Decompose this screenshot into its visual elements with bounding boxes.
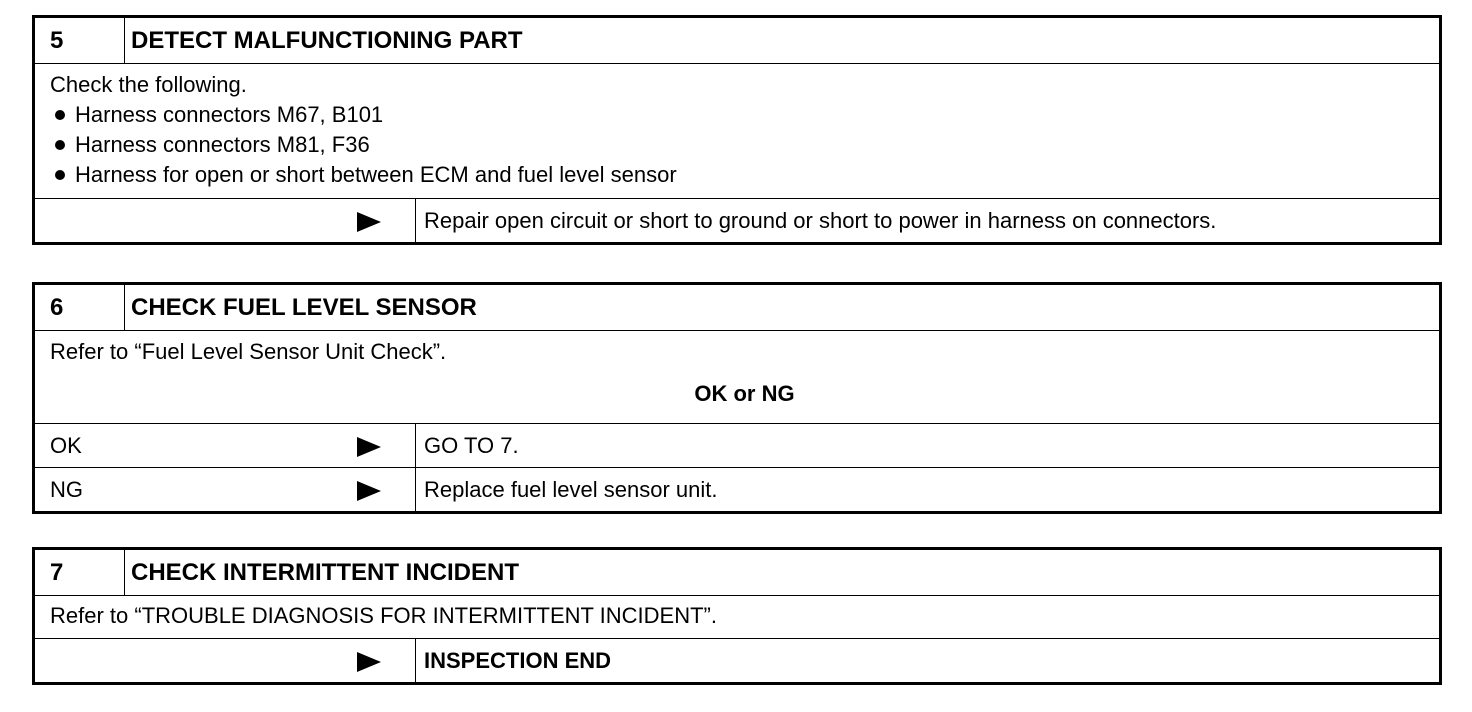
step-title: CHECK INTERMITTENT INCIDENT — [131, 559, 519, 586]
result-condition: NG — [35, 468, 416, 511]
result-action: Repair open circuit or short to ground or short to power in harness on connectors. — [424, 208, 1217, 233]
step-7-result-row — [35, 638, 1439, 682]
arrow-right-icon — [357, 212, 381, 232]
bullet-text: Harness connectors M81, F36 — [75, 132, 370, 157]
step-7-box — [32, 547, 1442, 685]
step-5-header — [35, 18, 1439, 63]
step-7-body — [35, 595, 1439, 638]
step-6-result-ok — [35, 423, 1439, 467]
result-action: Replace fuel level sensor unit. — [424, 477, 718, 502]
step-intro: Refer to “TROUBLE DIAGNOSIS FOR INTERMITTENT INCIDENT”. — [50, 603, 717, 628]
result-action: INSPECTION END — [424, 648, 612, 673]
bullet-item — [50, 100, 1439, 130]
step-title: DETECT MALFUNCTIONING PART — [131, 27, 523, 54]
result-condition — [35, 199, 416, 242]
result-action: GO TO 7. — [424, 433, 519, 458]
arrow-right-icon — [357, 437, 381, 457]
step-number: 5 — [35, 18, 125, 63]
step-7-header — [35, 550, 1439, 595]
arrow-right-icon — [357, 481, 381, 501]
step-5-body — [35, 63, 1439, 198]
step-6-result-ng — [35, 467, 1439, 511]
step-6-header — [35, 285, 1439, 330]
result-condition — [35, 639, 416, 682]
bullet-item — [50, 130, 1439, 160]
step-title: CHECK FUEL LEVEL SENSOR — [131, 294, 477, 321]
bullet-item — [50, 160, 1439, 190]
result-condition: OK — [35, 424, 416, 467]
bullet-icon — [55, 170, 65, 180]
step-number: 7 — [35, 550, 125, 595]
bullet-icon — [55, 110, 65, 120]
bullet-text: Harness for open or short between ECM and fuel level sensor — [75, 162, 677, 187]
step-6-body — [35, 330, 1439, 423]
ok-or-ng-label: OK or NG — [694, 381, 795, 406]
bullet-text: Harness connectors M67, B101 — [75, 102, 384, 127]
step-number: 6 — [35, 285, 125, 330]
step-intro: Refer to “Fuel Level Sensor Unit Check”. — [50, 339, 447, 364]
arrow-right-icon — [357, 652, 381, 672]
step-6-box — [32, 282, 1442, 514]
bullet-icon — [55, 140, 65, 150]
step-5-result-row — [35, 198, 1439, 242]
step-intro: Check the following. — [50, 72, 247, 97]
step-5-box — [32, 15, 1442, 245]
